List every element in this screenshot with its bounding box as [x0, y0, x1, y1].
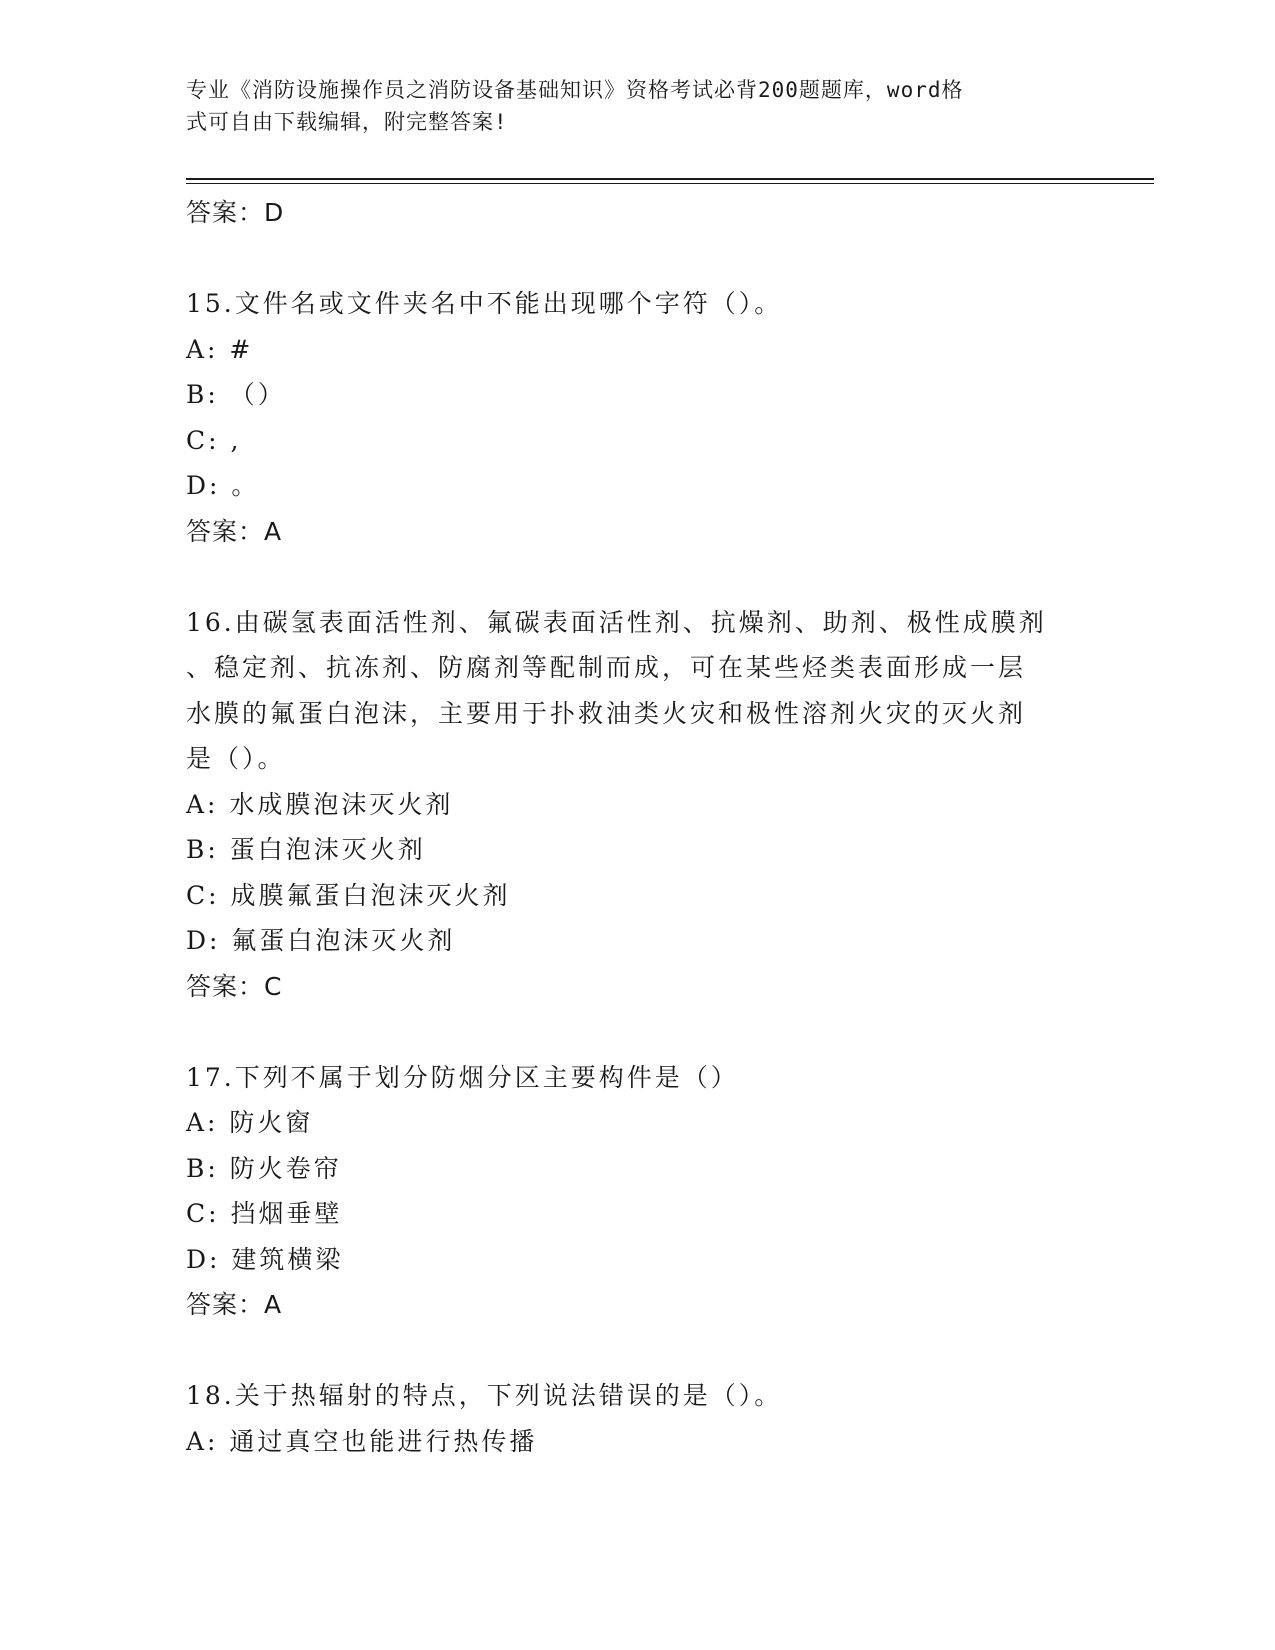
header-line-1: 专业《消防设施操作员之消防设备基础知识》资格考试必背200题题库，word格 — [186, 78, 964, 102]
option-c: C: 挡烟垂壁 — [186, 1199, 343, 1228]
header-rule-thin — [186, 183, 1154, 184]
spacer — [186, 554, 1086, 600]
question-stem: 是（）。 — [186, 744, 286, 773]
option-c: C: 成膜氟蛋白泡沫灭火剂 — [186, 880, 511, 910]
answer-line: 答案：A — [186, 1290, 283, 1319]
option-b: B: 防火卷帘 — [186, 1153, 342, 1183]
option-d: D: 建筑横梁 — [186, 1244, 344, 1274]
option-c: C: , — [186, 425, 242, 455]
header-line-2: 式可自由下载编辑，附完整答案! — [186, 110, 508, 134]
option-a: A: 水成膜泡沫灭火剂 — [186, 789, 454, 819]
question-15 — [186, 281, 1086, 554]
option-a: A: # — [186, 334, 254, 364]
question-16 — [186, 600, 1086, 1010]
question-stem: 18.关于热辐射的特点，下列说法错误的是（）。 — [186, 1381, 783, 1410]
option-b: B: 蛋白泡沫灭火剂 — [186, 835, 426, 864]
option-a: A: 防火窗 — [186, 1108, 314, 1137]
option-d: D: 。 — [186, 471, 260, 500]
header-rule-thick — [186, 178, 1154, 180]
spacer — [186, 1328, 1086, 1374]
option-d: D: 氟蛋白泡沫灭火剂 — [186, 926, 456, 955]
question-stem: 16.由碳氢表面活性剂、氟碳表面活性剂、抗燥剂、助剂、极性成膜剂 — [186, 607, 1047, 637]
question-stem: 17.下列不属于划分防烟分区主要构件是（） — [186, 1062, 739, 1092]
question-18 — [186, 1373, 1086, 1464]
answer-line: 答案：A — [186, 516, 283, 546]
option-a: A: 通过真空也能进行热传播 — [186, 1426, 538, 1456]
answer-line: 答案：D — [186, 198, 285, 227]
question-stem: 水膜的氟蛋白泡沫，主要用于扑救油类火灾和极性溶剂火灾的灭火剂 — [186, 698, 1027, 728]
question-17 — [186, 1055, 1086, 1328]
spacer — [186, 236, 1086, 282]
document-header — [186, 74, 1066, 138]
answer-line: 答案：C — [186, 971, 283, 1001]
document-body — [186, 190, 1086, 1464]
spacer — [186, 1009, 1086, 1055]
question-stem: 15.文件名或文件夹名中不能出现哪个字符（）。 — [186, 289, 783, 318]
option-b: B: （） — [186, 380, 286, 409]
question-stem: 、稳定剂、抗冻剂、防腐剂等配制而成，可在某些烃类表面形成一层 — [186, 653, 1027, 682]
